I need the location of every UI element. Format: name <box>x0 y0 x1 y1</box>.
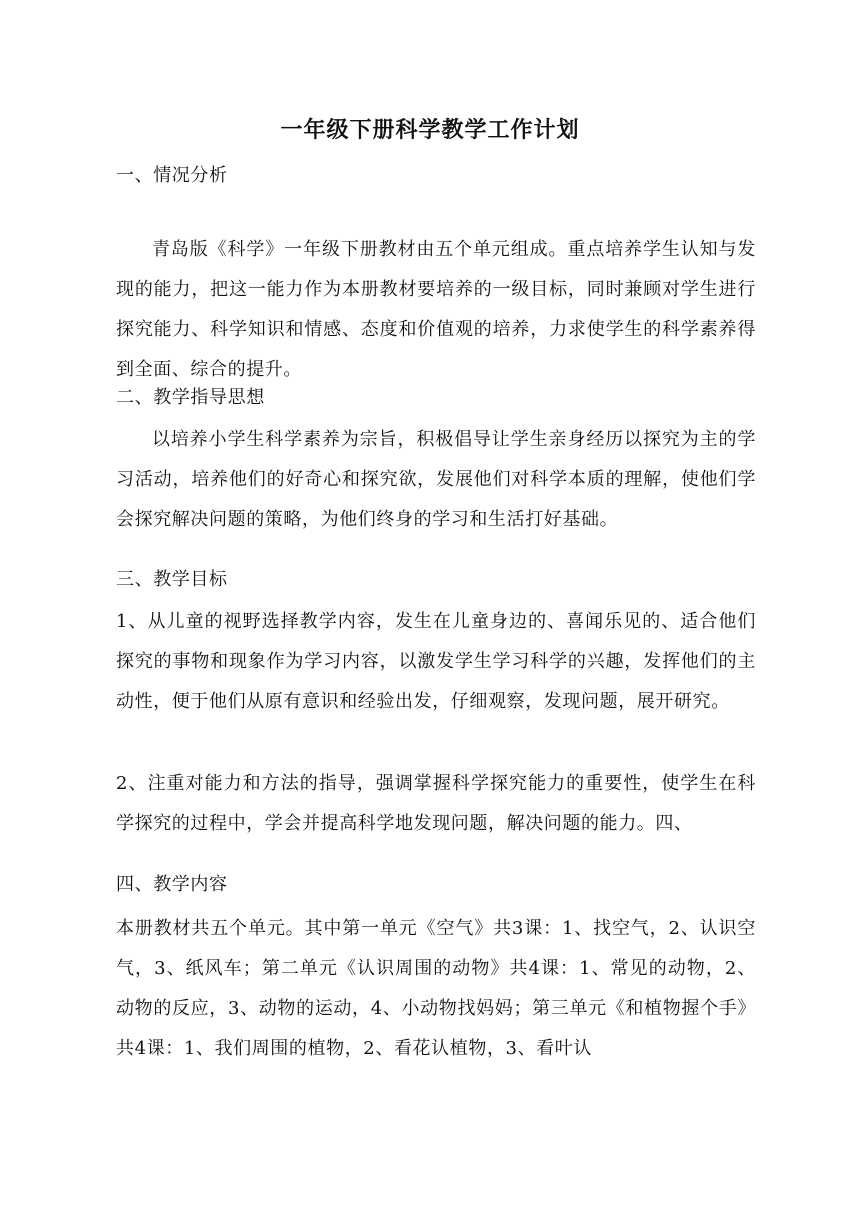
section-paragraph-teaching-guidance <box>116 420 756 540</box>
section-paragraph-situation-analysis <box>116 230 756 390</box>
section-heading: 四、教学内容 <box>116 874 228 895</box>
paragraph-text: 本册教材共五个单元。其中第一单元《空气》共3课：1、找空气，2、认识空气，3、纸风车；第二单元《认识周围的动物》共4课：1、常见的动物，2、动物的反应，3、动物的运动，4、小动物找妈妈；第三单元《和植物握个手》共4课：1、我们周围的植物，2、看花认植物，3、看叶认 <box>116 918 756 1059</box>
paragraph-text: 青岛版《科学》一年级下册教材由五个单元组成。重点培养学生认知与发现的能力，把这一能力作为本册教材要培养的一级目标，同时兼顾对学生进行探究能力、科学知识和情感、态度和价值观的培养，力求使学生的科学素养得到全面、综合的提升。 <box>116 239 756 380</box>
section-heading-situation-analysis <box>116 156 756 196</box>
section-paragraph-teaching-content <box>116 909 756 1069</box>
section-heading-teaching-goals <box>116 560 756 600</box>
list-item-text: 2、注重对能力和方法的指导，强调掌握科学探究能力的重要性，使学生在科学探究的过程中，学会并提高科学地发现问题，解决问题的能力。四、 <box>116 773 756 834</box>
list-item-goal-2 <box>116 764 756 844</box>
section-heading: 二、教学指导思想 <box>116 387 265 408</box>
list-item-text: 1、从儿童的视野选择教学内容，发生在儿童身边的、喜闻乐见的、适合他们探究的事物和现象作为学习内容，以激发学生学习科学的兴趣，发挥他们的主动性，便于他们从原有意识和经验出发，仔细观察，发现问题，展开研究。 <box>116 611 756 712</box>
section-heading-teaching-content <box>116 865 756 905</box>
section-heading: 一、情况分析 <box>116 165 228 186</box>
document-title: 一年级下册科学教学工作计划 <box>280 118 580 143</box>
list-item-goal-1 <box>116 602 756 722</box>
section-heading: 三、教学目标 <box>116 569 228 590</box>
section-heading-teaching-guidance <box>116 378 756 418</box>
paragraph-text: 以培养小学生科学素养为宗旨，积极倡导让学生亲身经历以探究为主的学习活动，培养他们的好奇心和探究欲，发展他们对科学本质的理解，使他们学会探究解决问题的策略，为他们终身的学习和生活打好基础。 <box>116 429 756 530</box>
